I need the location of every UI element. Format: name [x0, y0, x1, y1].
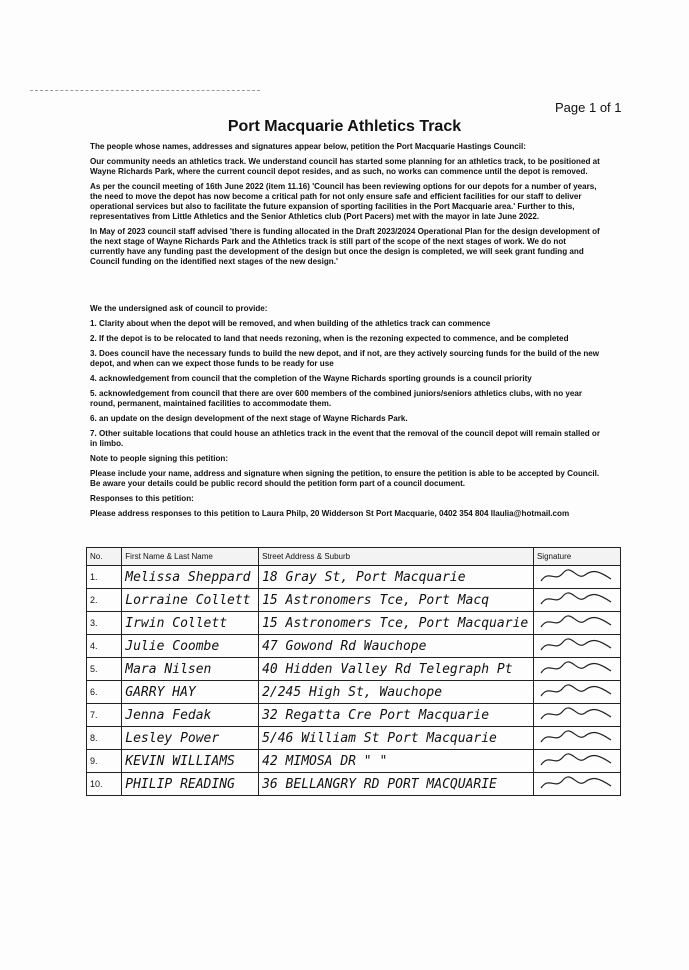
signer-address: 40 Hidden Valley Rd Telegraph Pt: [259, 658, 534, 681]
row-number: 1.: [87, 566, 122, 589]
handwritten-signature-icon: [537, 636, 617, 654]
table-row: [87, 750, 621, 773]
signature-cell: [533, 773, 620, 796]
row-number: 8.: [87, 727, 122, 750]
signer-name: Lesley Power: [122, 727, 259, 750]
signer-address: 5/46 William St Port Macquarie: [259, 727, 534, 750]
row-number: 6.: [87, 681, 122, 704]
col-header-address: Street Address & Suburb: [259, 548, 534, 566]
ask-item: 7. Other suitable locations that could house an athletics track in the event that the removal of the council depot will remain stalled or in limbo.: [90, 429, 601, 448]
table-row: [87, 635, 621, 658]
responses-heading: Responses to this petition:: [90, 494, 194, 503]
signer-name: Julie Coombe: [122, 635, 259, 658]
document-title: Port Macquarie Athletics Track: [227, 118, 462, 135]
petition-body: [90, 142, 602, 524]
ask-heading: We the undersigned ask of council to provide:: [90, 304, 268, 313]
ask-item: 2. If the depot is to be relocated to land that needs rezoning, when is the rezoning expected to commence, and be completed: [90, 334, 569, 343]
row-number: 3.: [87, 612, 122, 635]
table-header-row: [87, 548, 621, 566]
table-row: [87, 612, 621, 635]
row-number: 10.: [87, 773, 122, 796]
table-row: [87, 773, 621, 796]
table-row: [87, 566, 621, 589]
signer-address: 42 MIMOSA DR " ": [259, 750, 534, 773]
signer-address: 15 Astronomers Tce, Port Macquarie: [259, 612, 534, 635]
signer-address: 36 BELLANGRY RD PORT MACQUARIE: [259, 773, 534, 796]
signature-cell: [533, 681, 620, 704]
table-row: [87, 658, 621, 681]
handwritten-signature-icon: [537, 774, 617, 792]
signature-cell: [533, 658, 620, 681]
table-row: [87, 727, 621, 750]
signer-name: Lorraine Collett: [122, 589, 259, 612]
handwritten-signature-icon: [537, 682, 617, 700]
signer-address: 32 Regatta Cre Port Macquarie: [259, 704, 534, 727]
signature-cell: [533, 612, 620, 635]
paragraph-2: As per the council meeting of 16th June 2022 (item 11.16) 'Council has been reviewing options for our depots for a number of years, the need to move the depot has now become a critical path for not only ensure safe and efficient facilities for our staff to deliver operational services but also to facilitate the future expansion of sporting facilities in the Port Macquarie area.' Further to this, representatives from Little Athletics and the Senior Athletics club (Port Pacers) met with the mayor in late June 2022.: [90, 182, 597, 221]
col-header-no: No.: [87, 548, 122, 566]
signature-cell: [533, 727, 620, 750]
ask-item: 6. an update on the design development of the next stage of Wayne Richards Park.: [90, 414, 408, 423]
signer-address: 15 Astronomers Tce, Port Macq: [259, 589, 534, 612]
handwritten-signature-icon: [537, 728, 617, 746]
signature-table: [86, 547, 621, 796]
signature-cell: [533, 589, 620, 612]
col-header-name: First Name & Last Name: [122, 548, 259, 566]
signer-name: Irwin Collett: [122, 612, 259, 635]
handwritten-signature-icon: [537, 590, 617, 608]
signer-name: Jenna Fedak: [122, 704, 259, 727]
ask-item: 3. Does council have the necessary funds to build the new depot, and if not, are they actively sourcing funds for the build of the new depot, and when can we expect those funds to be ready for use: [90, 349, 600, 368]
ask-item: 5. acknowledgement from council that there are over 600 members of the combined juniors/seniors athletics clubs, with no year round, permanent, maintained facilities to accommodate them.: [90, 389, 583, 408]
paragraph-3: In May of 2023 council staff advised 'there is funding allocated in the Draft 2023/2024 Operational Plan for the design development of the next stage of Wayne Richards Park and the Athletics track is still part of the scope of the next stages of work. We do not currently have any funding past the development of the design but once the design is completed, we will seek grant funding and Council funding on the identified next stages of the new design.': [90, 227, 600, 266]
row-number: 9.: [87, 750, 122, 773]
row-number: 5.: [87, 658, 122, 681]
table-row: [87, 681, 621, 704]
row-number: 2.: [87, 589, 122, 612]
note-text: Please include your name, address and signature when signing the petition, to ensure the petition is able to be accepted by Council. Be aware your details could be public record should the petition form part of a council document.: [90, 469, 600, 488]
handwritten-signature-icon: [537, 567, 617, 585]
signature-cell: [533, 566, 620, 589]
page-number: Page 1 of 1: [555, 100, 622, 115]
handwritten-signature-icon: [537, 613, 617, 631]
col-header-signature: Signature: [533, 548, 620, 566]
note-heading: Note to people signing this petition:: [90, 454, 229, 463]
signature-cell: [533, 635, 620, 658]
handwritten-signature-icon: [537, 751, 617, 769]
signer-name: KEVIN WILLIAMS: [122, 750, 259, 773]
scan-artifact-line: [30, 90, 260, 92]
table-row: [87, 589, 621, 612]
signer-name: Mara Nilsen: [122, 658, 259, 681]
signer-name: GARRY HAY: [122, 681, 259, 704]
handwritten-signature-icon: [537, 705, 617, 723]
row-number: 7.: [87, 704, 122, 727]
row-number: 4.: [87, 635, 122, 658]
table-row: [87, 704, 621, 727]
ask-item: 1. Clarity about when the depot will be removed, and when building of the athletics track can commence: [90, 319, 491, 328]
paragraph-1: Our community needs an athletics track. We understand council has started some planning for an athletics track, to be positioned at Wayne Richards Park, where the current council depot resides, and as such, no works can commence until the depot is removed.: [90, 157, 600, 176]
signer-address: 2/245 High St, Wauchope: [259, 681, 534, 704]
intro-text: The people whose names, addresses and signatures appear below, petition the Port Macquarie Hastings Council:: [90, 142, 526, 151]
signer-name: Melissa Sheppard: [122, 566, 259, 589]
signer-name: PHILIP READING: [122, 773, 259, 796]
ask-item: 4. acknowledgement from council that the completion of the Wayne Richards sporting grounds is a council priority: [90, 374, 532, 383]
signature-cell: [533, 750, 620, 773]
signature-cell: [533, 704, 620, 727]
responses-text: Please address responses to this petition to Laura Philp, 20 Widderson St Port Macquarie, 0402 354 804 llaulia@hotmail.com: [90, 509, 570, 518]
signer-address: 47 Gowond Rd Wauchope: [259, 635, 534, 658]
handwritten-signature-icon: [537, 659, 617, 677]
signer-address: 18 Gray St, Port Macquarie: [259, 566, 534, 589]
